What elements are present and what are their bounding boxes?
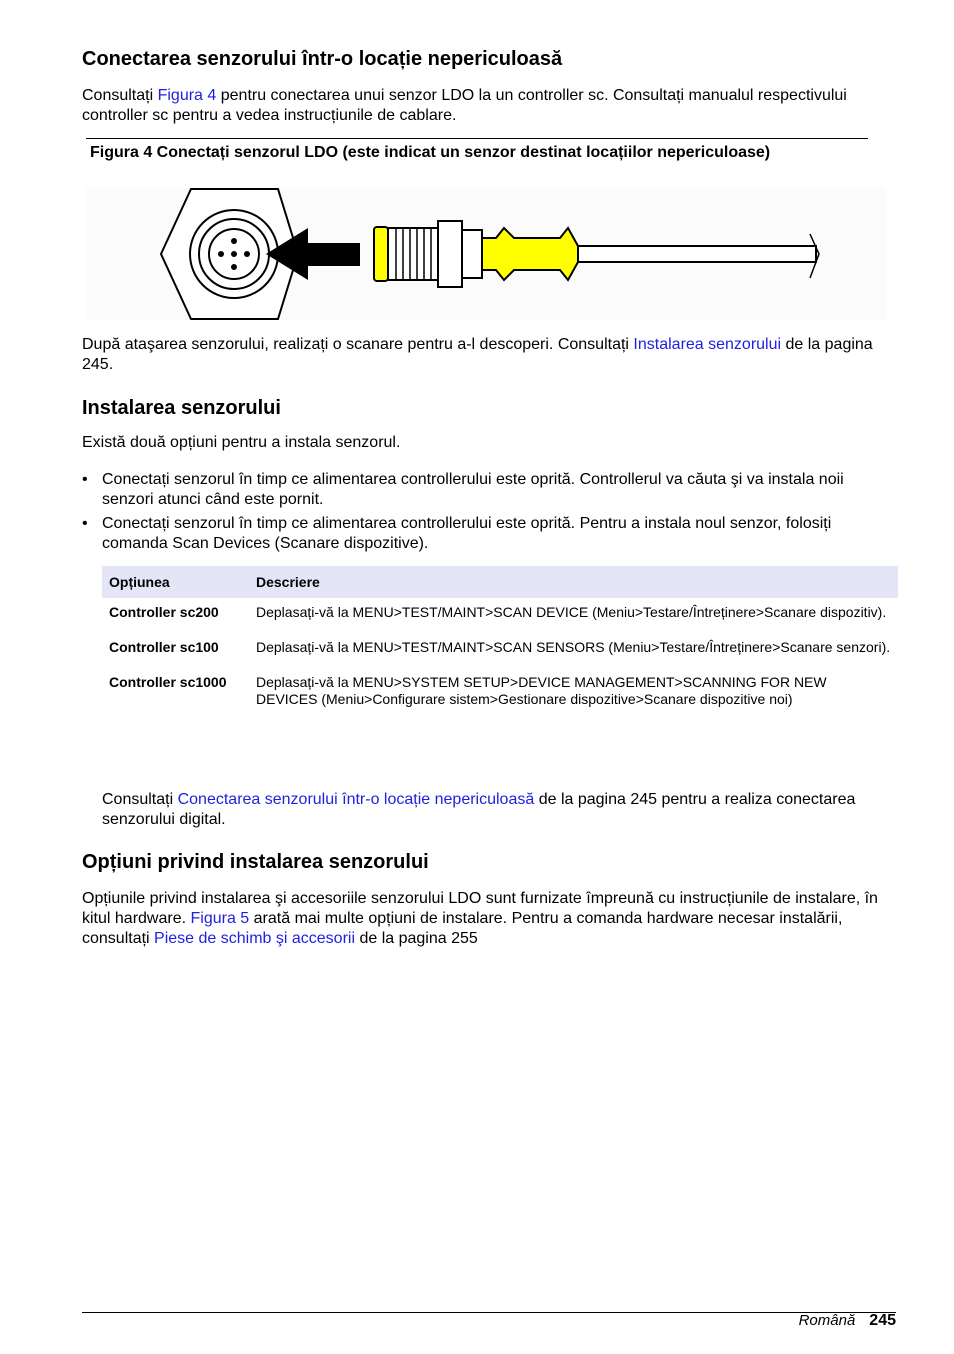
link-conectarea-senzorului[interactable]: Conectarea senzorului într-o locație nepericuloasă — [177, 791, 535, 808]
after-figure-paragraph — [82, 335, 892, 375]
footer-rule — [82, 1312, 896, 1313]
page-footer — [799, 1312, 896, 1330]
para-text: Opțiunile privind instalarea şi accesoriile senzorului LDO sunt furnizate împreună cu instrucțiunile de instalare, în kitul hardware. — [82, 890, 878, 927]
install-options-list — [82, 470, 882, 558]
bullet-icon: • — [82, 471, 88, 488]
table-row — [102, 598, 898, 633]
table-cell-option: Controller sc1000 — [109, 674, 227, 690]
pin-icon — [231, 264, 237, 270]
link-figura-5[interactable]: Figura 5 — [190, 910, 250, 927]
para-text: de la pagina 255 — [355, 930, 478, 947]
page-number: 245 — [869, 1312, 896, 1329]
list-item-text: Conectați senzorul în timp ce alimentarea controllerului este oprită. Controllerul va căuta şi va instala noii senzori atunci când este pornit. — [102, 471, 844, 508]
table-cell-description: Deplasați-vă la MENU>SYSTEM SETUP>DEVICE MANAGEMENT>SCANNING FOR NEW DEVICES (Meniu>Configurare sistem>Gestionare dispozitive>Scanare dispozitive noi) — [256, 674, 827, 707]
table-cell-description: Deplasați-vă la MENU>TEST/MAINT>SCAN DEVICE (Meniu>Testare/Întreținere>Scanare dispozitiv). — [256, 604, 887, 620]
section-heading-connect: Conectarea senzorului într-o locație nepericuloasă — [82, 48, 563, 70]
footer-language: Română — [798, 1312, 856, 1329]
para-text: Consultați — [82, 87, 158, 104]
install-intro: Există două opțiuni pentru a instala senzorul. — [82, 434, 401, 451]
para-text: Consultați — [102, 791, 178, 808]
connector-cap — [374, 227, 388, 281]
para-text: arată mai multe opțiuni de instalare. Pentru a comanda hardware necesar instalării, consultați — [82, 910, 843, 947]
para-text: de la pagina 245. — [82, 336, 873, 373]
para-text: După ataşarea senzorului, realizați o scanare pentru a-l descoperi. Consultați — [82, 336, 634, 353]
link-instalarea-senzorului[interactable]: Instalarea senzorului — [633, 336, 782, 353]
column-header-description: Descriere — [249, 566, 898, 598]
after-table-paragraph — [102, 790, 882, 830]
sensor-cable — [578, 246, 816, 262]
pin-icon — [244, 251, 250, 257]
pin-icon — [218, 251, 224, 257]
list-item-text: Conectați senzorul în timp ce alimentarea controllerului este oprită. Pentru a instala noul senzor, folosiți comanda Scan Devices (Scanare dispozitive). — [102, 515, 832, 552]
table-cell-description: Deplasați-vă la MENU>TEST/MAINT>SCAN SENSORS (Meniu>Testare/Întreținere>Scanare senzori). — [256, 639, 891, 655]
install-options-paragraph — [82, 889, 894, 949]
link-figura-4[interactable]: Figura 4 — [157, 87, 217, 104]
list-item — [82, 470, 882, 510]
pin-icon — [231, 251, 237, 257]
connector-collar — [462, 230, 482, 278]
table-row — [102, 633, 898, 668]
bullet-icon: • — [82, 515, 88, 532]
link-piese-de-schimb[interactable]: Piese de schimb şi accesorii — [154, 930, 356, 947]
connector-nut — [438, 221, 462, 287]
table-header-row — [102, 566, 898, 598]
table-cell-option: Controller sc200 — [109, 604, 219, 620]
table-row — [102, 668, 898, 720]
options-table — [102, 566, 898, 720]
figure-top-rule — [86, 138, 868, 139]
section-connect-paragraph — [82, 86, 882, 126]
para-text: de la pagina 245 pentru a realiza conectarea senzorului digital. — [102, 791, 856, 828]
figure-caption: Figura 4 Conectați senzorul LDO (este indicat un senzor destinat locațiilor nepericuloase) — [90, 144, 771, 161]
section-heading-install-options: Opțiuni privind instalarea senzorului — [82, 851, 429, 873]
list-item — [82, 514, 882, 554]
column-header-option: Opțiunea — [102, 566, 249, 598]
ldo-connector-figure — [86, 188, 886, 320]
table-cell-option: Controller sc100 — [109, 639, 219, 655]
pin-icon — [231, 238, 237, 244]
section-heading-install: Instalarea senzorului — [82, 397, 281, 419]
para-text: pentru conectarea unui senzor LDO la un controller sc. Consultați manualul respectivului controller sc pentru a vedea instrucțiunile de cablare. — [82, 87, 847, 124]
